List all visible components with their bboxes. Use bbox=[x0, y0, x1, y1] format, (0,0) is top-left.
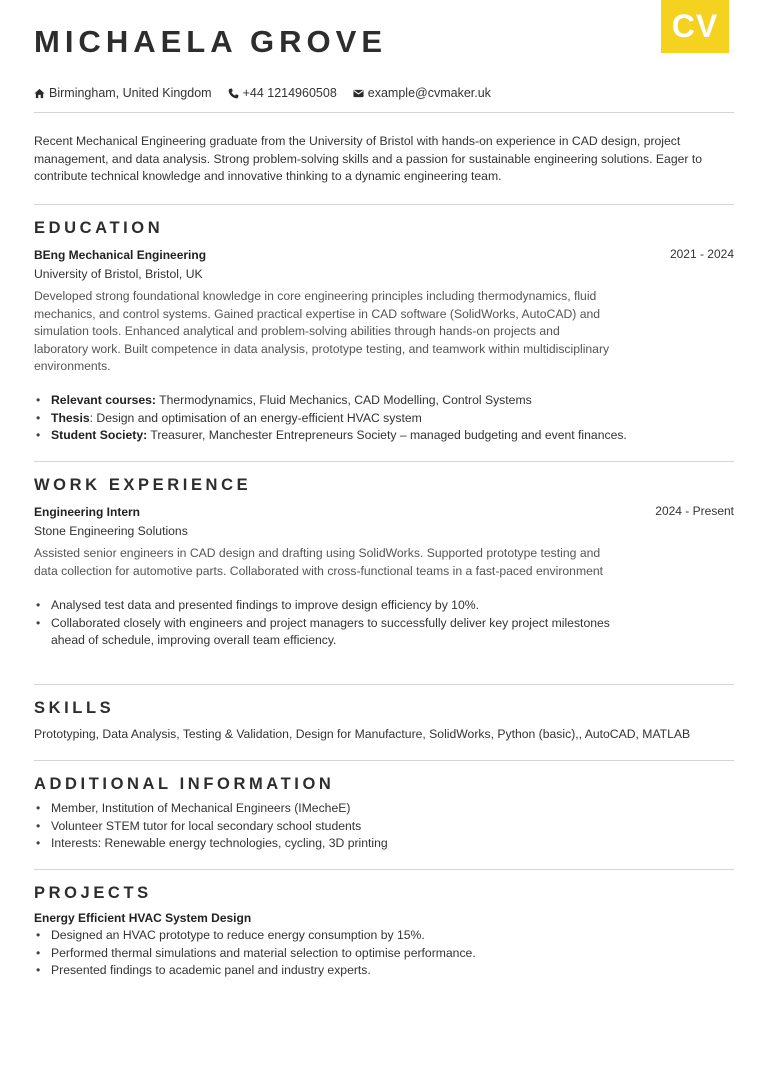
cv-badge: CV bbox=[661, 0, 729, 53]
list-item: • Analysed test data and presented findings to improve design efficiency by 10%. bbox=[34, 597, 614, 615]
list-item: • Presented findings to academic panel and industry experts. bbox=[34, 962, 634, 980]
bullet-label: Thesis bbox=[51, 410, 90, 425]
education-description: Developed strong foundational knowledge in core engineering principles including thermodynamics, fluid mechanics, and control systems. Gained practical expertise in CAD software (SolidWorks, AutoCAD) and simulation tools. Enhanced analytical and problem-solving abilities through hands-on projects and laboratory work. Built competence in data analysis, prototype testing, and teamwork within multidisciplinary environments. bbox=[34, 289, 610, 373]
phone-text: +44 1214960508 bbox=[242, 86, 337, 100]
list-item: • Interests: Renewable energy technologies, cycling, 3D printing bbox=[34, 835, 634, 853]
job-title: Engineering Intern bbox=[34, 505, 141, 519]
divider bbox=[34, 461, 734, 462]
company-name: Stone Engineering Solutions bbox=[34, 524, 188, 538]
school-name: University of Bristol, Bristol, UK bbox=[34, 267, 203, 281]
education-bullets bbox=[34, 392, 634, 445]
skills-heading: SKILLS bbox=[34, 699, 115, 717]
work-description: Assisted senior engineers in CAD design and drafting using SolidWorks. Supported prototype testing and data collection for automotive parts. Collaborated with cross-functional teams in a fast-paced environment bbox=[34, 546, 604, 578]
divider bbox=[34, 112, 734, 113]
envelope-icon bbox=[353, 89, 364, 98]
divider bbox=[34, 204, 734, 205]
degree-title: BEng Mechanical Engineering bbox=[34, 248, 207, 262]
bullet-text: Treasurer, Manchester Entrepreneurs Society – managed budgeting and event finances. bbox=[147, 428, 627, 442]
bullet-label: Relevant courses: bbox=[51, 393, 156, 407]
contact-phone bbox=[228, 86, 337, 100]
contact-email bbox=[353, 86, 491, 100]
list-item: • Member, Institution of Mechanical Engineers (IMecheE) bbox=[34, 800, 634, 818]
phone-icon bbox=[228, 88, 239, 99]
divider bbox=[34, 760, 734, 761]
bullet-text: Thermodynamics, Fluid Mechanics, CAD Modelling, Control Systems bbox=[156, 393, 532, 407]
candidate-name: MICHAELA GROVE bbox=[34, 24, 388, 59]
bullet-label: Student Society: bbox=[51, 428, 148, 442]
email-text: example@cvmaker.uk bbox=[367, 86, 491, 100]
project-bullets bbox=[34, 927, 634, 980]
list-item bbox=[34, 410, 634, 428]
list-item: • Collaborated closely with engineers and project managers to successfully deliver key project milestones ahead of schedule, improving overall team efficiency. bbox=[34, 615, 614, 650]
divider bbox=[34, 869, 734, 870]
project-title: Energy Efficient HVAC System Design bbox=[34, 911, 252, 925]
list-item bbox=[34, 392, 634, 410]
projects-heading: PROJECTS bbox=[34, 884, 152, 902]
list-item: • Designed an HVAC prototype to reduce energy consumption by 15%. bbox=[34, 927, 634, 945]
contact-location bbox=[34, 86, 212, 100]
additional-heading: ADDITIONAL INFORMATION bbox=[34, 775, 335, 793]
bullet-text: : Design and optimisation of an energy-efficient HVAC system bbox=[89, 410, 422, 425]
education-heading: EDUCATION bbox=[34, 219, 164, 237]
education-dates: 2021 - 2024 bbox=[669, 247, 734, 261]
profile-summary: Recent Mechanical Engineering graduate from the University of Bristol with hands-on experience in CAD design, project management, and data analysis. Strong problem-solving skills and a passion for sustainable engineering solutions. Eager to contribute technical knowledge and innovative thinking to a dynamic engineering team. bbox=[34, 134, 702, 183]
list-item: • Performed thermal simulations and material selection to optimise performance. bbox=[34, 945, 634, 963]
list-item: • Volunteer STEM tutor for local secondary school students bbox=[34, 818, 634, 836]
work-dates: 2024 - Present bbox=[655, 504, 734, 518]
contact-bar bbox=[34, 86, 491, 100]
location-text: Birmingham, United Kingdom bbox=[49, 86, 212, 100]
home-icon bbox=[34, 88, 45, 99]
work-bullets bbox=[34, 597, 614, 650]
list-item bbox=[34, 427, 634, 445]
additional-bullets bbox=[34, 800, 634, 853]
skills-list: Prototyping, Data Analysis, Testing & Validation, Design for Manufacture, SolidWorks, Python (basic),, AutoCAD, MATLAB bbox=[34, 727, 691, 741]
divider bbox=[34, 684, 734, 685]
work-heading: WORK EXPERIENCE bbox=[34, 476, 252, 494]
